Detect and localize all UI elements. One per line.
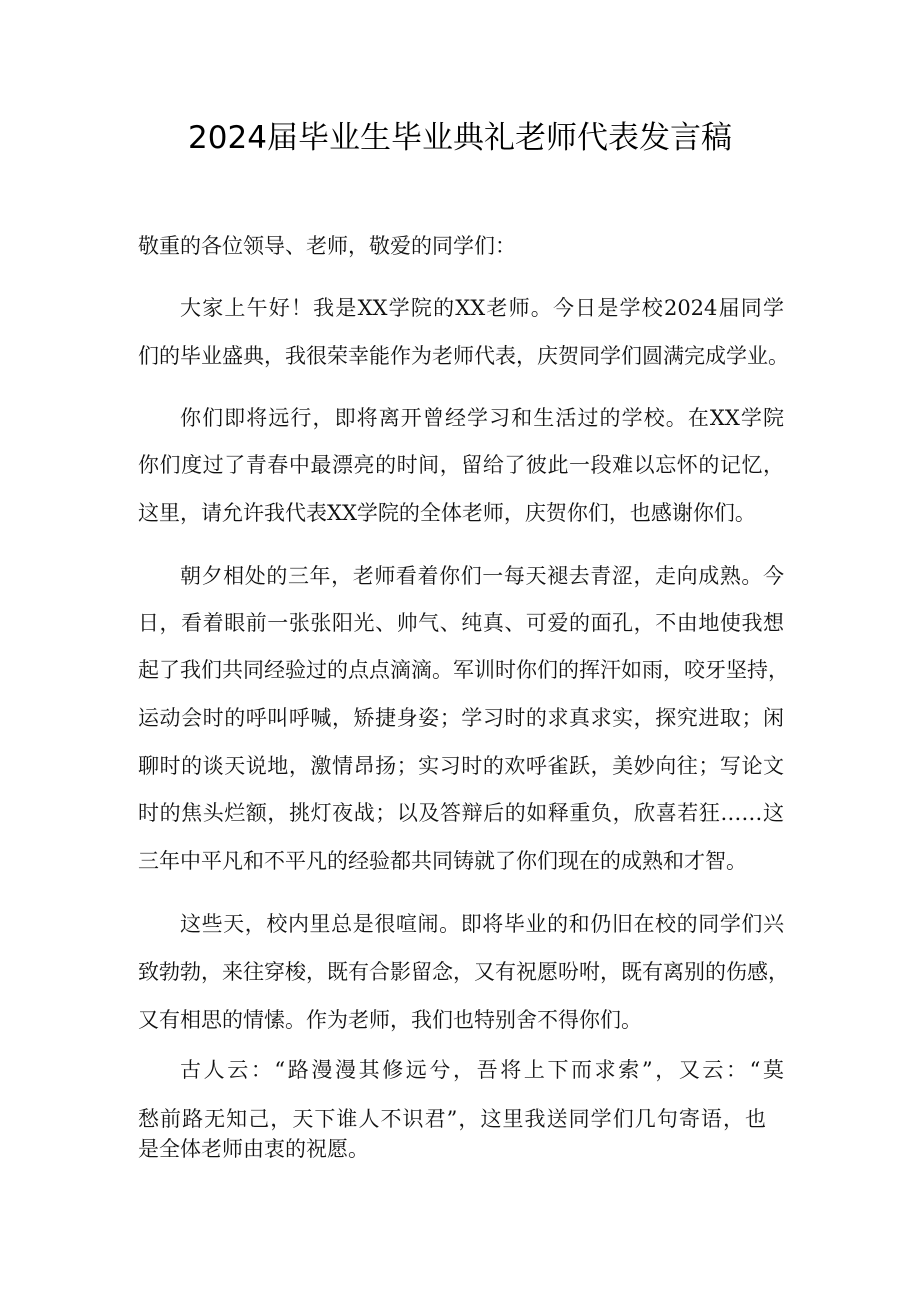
paragraph-1-line-1: 大家上午好！我是XX学院的XX老师。今日是学校2024届同学 — [180, 296, 784, 320]
paragraph-4-line-1: 这些天，校内里总是很喧闹。即将毕业的和仍旧在校的同学们兴 — [180, 912, 784, 936]
paragraph-3-line-1: 朝夕相处的三年，老师看着你们一每天褪去青涩，走向成熟。今 — [180, 564, 784, 588]
paragraph-3-line-7: 三年中平凡和不平凡的经验都共同铸就了你们现在的成熟和才智。 — [138, 849, 747, 873]
paragraph-5-line-2: 愁前路无知己，天下谁人不识君”，这里我送同学们几句寄语，也 — [138, 1107, 766, 1131]
paragraph-4-line-2: 致勃勃，来往穿梭，既有合影留念，又有祝愿吩咐，既有离别的伤感， — [138, 960, 789, 984]
paragraph-2-line-1: 你们即将远行，即将离开曾经学习和生活过的学校。在XX学院 — [180, 406, 784, 430]
paragraph-3-line-3: 起了我们共同经验过的点点滴滴。军训时你们的挥汗如雨，咬牙坚持， — [138, 658, 789, 682]
paragraph-5-line-1: 古人云：“路漫漫其修远兮，吾将上下而求索”，又云：“莫 — [180, 1058, 784, 1082]
paragraph-3-line-4: 运动会时的呼叫呼喊，矫捷身姿；学习时的求真求实，探究进取；闲 — [138, 706, 784, 730]
paragraph-3-line-6: 时的焦头烂额，挑灯夜战；以及答辩后的如释重负，欣喜若狂……这 — [138, 801, 784, 825]
paragraph-2-line-3: 这里，请允许我代表XX学院的全体老师，庆贺你们，也感谢你们。 — [138, 501, 756, 525]
paragraph-1-line-2: 们的毕业盛典，我很荣幸能作为老师代表，庆贺同学们圆满完成学业。 — [138, 344, 789, 368]
paragraph-3-line-2: 日，看着眼前一张张阳光、帅气、纯真、可爱的面孔，不由地使我想 — [138, 611, 784, 635]
paragraph-4-line-3: 又有相思的情愫。作为老师，我们也特别舍不得你们。 — [138, 1008, 642, 1032]
paragraph-5-line-3: 是全体老师由衷的祝愿。 — [138, 1137, 369, 1161]
paragraph-2-line-2: 你们度过了青春中最漂亮的时间，留给了彼此一段难以忘怀的记忆， — [138, 453, 784, 477]
document-title: 2024届毕业生毕业典礼老师代表发言稿 — [188, 120, 732, 156]
paragraph-3-line-5: 聊时的谈天说地，激情昂扬；实习时的欢呼雀跃，美妙向往；写论文 — [138, 754, 784, 778]
salutation: 敬重的各位领导、老师，敬爱的同学们： — [138, 234, 516, 258]
